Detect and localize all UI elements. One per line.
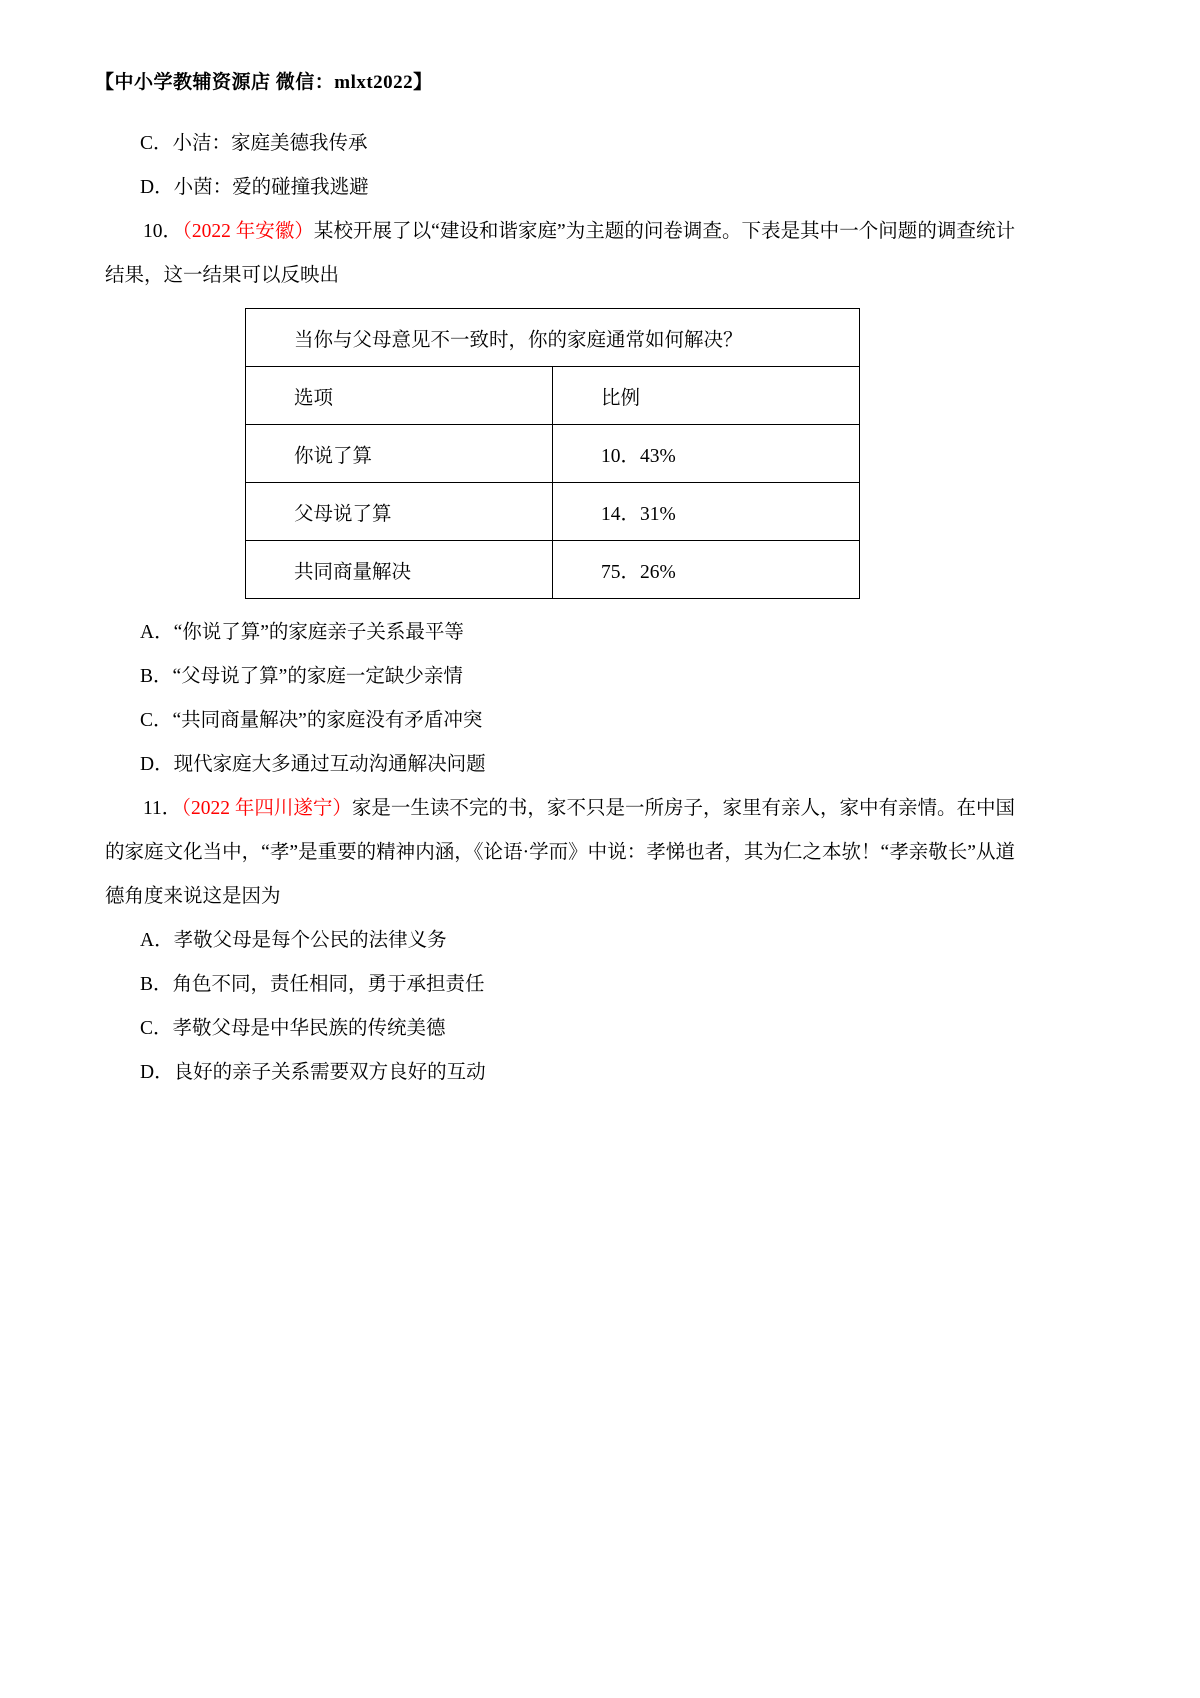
survey-row-option: 共同商量解决: [246, 541, 553, 599]
option-label: A．: [140, 930, 174, 951]
option-text: “共同商量解决”的家庭没有矛盾冲突: [172, 710, 483, 731]
option-text: 良好的亲子关系需要双方良好的互动: [173, 1062, 486, 1083]
survey-col-header-ratio: 比例: [553, 367, 860, 425]
option-text: “父母说了算”的家庭一定缺少亲情: [172, 666, 463, 687]
question-11-source: （2022 年四川遂宁）: [181, 798, 352, 819]
question-10-option-a: [105, 611, 1015, 655]
option-text: 孝敬父母是每个公民的法律义务: [173, 930, 447, 951]
survey-table-row: [246, 541, 860, 599]
option-label: C．: [140, 1018, 173, 1039]
option-label: C．: [140, 133, 173, 154]
option-text: 孝敬父母是中华民族的传统美德: [172, 1018, 446, 1039]
option-label: D．: [140, 754, 174, 775]
survey-row-option: 父母说了算: [246, 483, 553, 541]
question-11-stem: [105, 787, 1015, 919]
question-10-stem-text: 某校开展了以“建设和谐家庭”为主题的问卷调查。下表是其中一个问题的调查统计结果，这一结果可以反映出: [105, 221, 1015, 286]
question-11-number: 11．: [143, 798, 182, 819]
survey-row-ratio: 75．26%: [553, 541, 860, 599]
carryover-option-d: [105, 166, 1015, 210]
question-11-option-c: [105, 1007, 1015, 1051]
survey-table-row: [246, 483, 860, 541]
option-label: D．: [140, 177, 174, 198]
option-text: 现代家庭大多通过互动沟通解决问题: [173, 754, 486, 775]
question-10-source: （2022 年安徽）: [182, 221, 314, 242]
survey-table-title-cell: 当你与父母意见不一致时，你的家庭通常如何解决？: [246, 309, 860, 367]
question-10-option-b: [105, 655, 1015, 699]
option-text: “你说了算”的家庭亲子关系最平等: [173, 622, 464, 643]
option-text: 角色不同，责任相同，勇于承担责任: [172, 974, 485, 995]
question-10: [105, 210, 1015, 787]
question-10-number: 10．: [143, 221, 183, 242]
option-label: D．: [140, 1062, 174, 1083]
carryover-options: [105, 122, 1015, 210]
carryover-option-c: [105, 122, 1015, 166]
survey-table-row: [246, 425, 860, 483]
question-10-stem: [105, 210, 1015, 298]
header-watermark: 【中小学教辅资源店 微信：mlxt2022】: [95, 72, 433, 93]
option-text: 小茵：爱的碰撞我逃避: [173, 177, 369, 198]
question-11-option-b: [105, 963, 1015, 1007]
question-10-option-d: [105, 743, 1015, 787]
option-label: A．: [140, 622, 174, 643]
question-11-option-d: [105, 1051, 1015, 1095]
survey-row-ratio: 10．43%: [553, 425, 860, 483]
survey-row-option: 你说了算: [246, 425, 553, 483]
option-label: B．: [140, 666, 173, 687]
survey-table-title-row: [246, 309, 860, 367]
option-label: C．: [140, 710, 173, 731]
survey-table-header-row: [246, 367, 860, 425]
option-label: B．: [140, 974, 173, 995]
question-10-option-c: [105, 699, 1015, 743]
survey-row-ratio: 14．31%: [553, 483, 860, 541]
question-11: [105, 787, 1015, 1095]
option-text: 小洁：家庭美德我传承: [172, 133, 368, 154]
survey-table: [245, 308, 860, 599]
survey-col-header-option: 选项: [246, 367, 553, 425]
question-11-option-a: [105, 919, 1015, 963]
question-11-stem-text: 家是一生读不完的书，家不只是一所房子，家里有亲人，家中有亲情。在中国的家庭文化当中，“孝”是重要的精神内涵，《论语·学而》中说：孝悌也者，其为仁之本欤！“孝亲敬长”从道德角度来说这是因为: [105, 798, 1015, 907]
